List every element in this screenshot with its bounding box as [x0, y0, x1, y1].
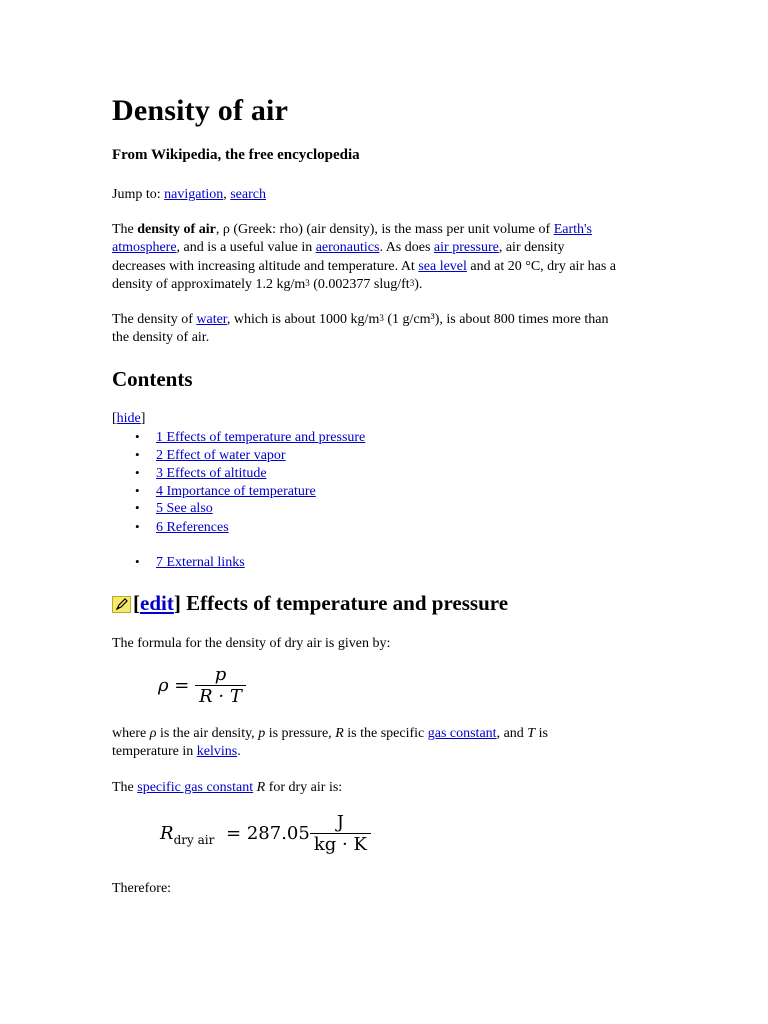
superscript: 3	[409, 278, 415, 288]
edit-bracket: [	[133, 591, 140, 615]
var-p: p	[258, 726, 266, 741]
equation-value: = 287.05	[226, 823, 310, 844]
var-R: R	[335, 726, 344, 741]
where-text: .	[237, 744, 241, 759]
eq-subscript: dry air	[173, 833, 215, 847]
intro-text: and at 20 °C, dry air has a	[466, 259, 616, 274]
eq-var-R: R	[160, 823, 174, 844]
intro-text: , air density	[498, 240, 565, 255]
gas-constant-equation	[160, 812, 371, 855]
superscript: 3	[305, 278, 310, 288]
bullet-icon: •	[135, 483, 140, 498]
bullet-icon: •	[135, 519, 140, 534]
gas-text: for dry air is:	[265, 780, 343, 795]
edit-bracket: ]	[173, 591, 181, 615]
water-line-2: the density of air.	[112, 330, 210, 345]
var-rho: ρ	[149, 726, 157, 741]
var-R: R	[256, 780, 266, 795]
equation-numerator: J	[336, 812, 344, 833]
jump-navigation-link[interactable]: navigation	[164, 187, 224, 202]
water-text: The density of	[112, 312, 197, 327]
toc-link-references[interactable]: 6 References	[156, 520, 229, 535]
equation-lhs: ρ =	[158, 675, 190, 696]
where-text: where	[112, 726, 150, 741]
intro-text: , ρ (Greek: rho) (air density), is the mass per unit volume of	[215, 222, 554, 237]
bullet-icon: •	[135, 465, 140, 480]
specific-gas-constant-link[interactable]: specific gas constant	[137, 780, 254, 795]
intro-line-3	[112, 258, 672, 276]
where-line-1	[112, 725, 672, 743]
var-T: T	[527, 726, 536, 741]
intro-text: decreases with increasing altitude and temperature. At	[112, 259, 419, 274]
equation-denominator: kg · K	[310, 833, 371, 855]
equation-numerator: p	[214, 664, 227, 685]
equation-denominator: R · T	[195, 685, 246, 707]
water-link[interactable]: water	[196, 312, 227, 327]
intro-line-1	[112, 221, 672, 239]
bullet-icon: •	[135, 554, 140, 569]
intro-line-4	[112, 276, 672, 294]
jump-separator: ,	[223, 187, 231, 202]
intro-text: . As does	[379, 240, 434, 255]
where-text: is the specific	[343, 726, 428, 741]
toc-item	[135, 553, 245, 572]
hide-bracket: ]	[140, 411, 146, 426]
intro-line-2	[112, 239, 672, 257]
intro-text: ).	[414, 277, 423, 292]
jump-to-prefix: Jump to:	[112, 187, 165, 202]
toc-link-importance-temperature[interactable]: 4 Importance of temperature	[156, 484, 316, 499]
kelvins-link[interactable]: kelvins	[196, 744, 238, 759]
equation-lhs	[160, 823, 215, 847]
toc-link-external-links[interactable]: 7 External links	[156, 555, 245, 570]
jump-to-line	[112, 186, 672, 204]
water-line-1	[112, 311, 672, 329]
aeronautics-link[interactable]: aeronautics	[315, 240, 380, 255]
intro-text: density of approximately 1.2 kg/m	[112, 277, 306, 292]
equation-fraction	[195, 664, 246, 707]
toc-link-see-also[interactable]: 5 See also	[156, 501, 213, 516]
gas-constant-link[interactable]: gas constant	[427, 726, 497, 741]
where-text: temperature in	[112, 744, 197, 759]
section-title: Effects of temperature and pressure	[186, 591, 509, 615]
air-pressure-link[interactable]: air pressure	[433, 240, 499, 255]
water-text: , which is about 1000 kg/m	[226, 312, 380, 327]
toc-link-effects-temperature-pressure[interactable]: 1 Effects of temperature and pressure	[156, 430, 366, 445]
toc-item	[135, 499, 213, 518]
section-heading	[112, 591, 508, 616]
sea-level-link[interactable]: sea level	[418, 259, 467, 274]
intro-text: (0.002377 slug/ft	[309, 277, 410, 292]
gas-constant-line	[112, 779, 672, 797]
where-text: , and	[496, 726, 528, 741]
gas-text: The	[112, 780, 138, 795]
toc-item	[135, 464, 267, 483]
toc-item	[135, 518, 229, 537]
earths-atmosphere-link[interactable]: atmosphere	[112, 240, 177, 255]
therefore-line: Therefore:	[112, 881, 172, 896]
bullet-icon: •	[135, 429, 140, 444]
where-line-2	[112, 743, 672, 761]
toc-link-altitude[interactable]: 3 Effects of altitude	[156, 466, 267, 481]
toc-link-water-vapor[interactable]: 2 Effect of water vapor	[156, 448, 286, 463]
density-equation	[158, 664, 246, 707]
formula-intro: The formula for the density of dry air is given by:	[112, 636, 391, 651]
water-text: (1 g/cm³), is about 800 times more than	[383, 312, 609, 327]
intro-text: , and is a useful value in	[176, 240, 316, 255]
intro-bold-term: density of air	[137, 222, 216, 237]
where-text: is	[535, 726, 548, 741]
intro-text: The	[112, 222, 138, 237]
edit-pencil-icon[interactable]	[112, 596, 131, 613]
contents-heading: Contents	[112, 367, 193, 391]
where-text: is pressure,	[265, 726, 336, 741]
edit-section-link[interactable]: edit	[140, 591, 174, 615]
contents-hide-toggle	[112, 410, 672, 428]
hide-bracket: [	[112, 411, 117, 426]
hide-contents-link[interactable]: hide	[116, 411, 141, 426]
page-subtitle: From Wikipedia, the free encyclopedia	[112, 147, 360, 163]
superscript: 3	[379, 313, 384, 323]
toc-item	[135, 428, 365, 447]
toc-item	[135, 446, 286, 465]
equation-fraction	[310, 812, 371, 855]
jump-search-link[interactable]: search	[230, 187, 266, 202]
where-text: is the air density,	[156, 726, 259, 741]
earths-atmosphere-link[interactable]: Earth's	[553, 222, 592, 237]
bullet-icon: •	[135, 500, 140, 515]
page-title: Density of air	[112, 94, 289, 127]
bullet-icon: •	[135, 447, 140, 462]
